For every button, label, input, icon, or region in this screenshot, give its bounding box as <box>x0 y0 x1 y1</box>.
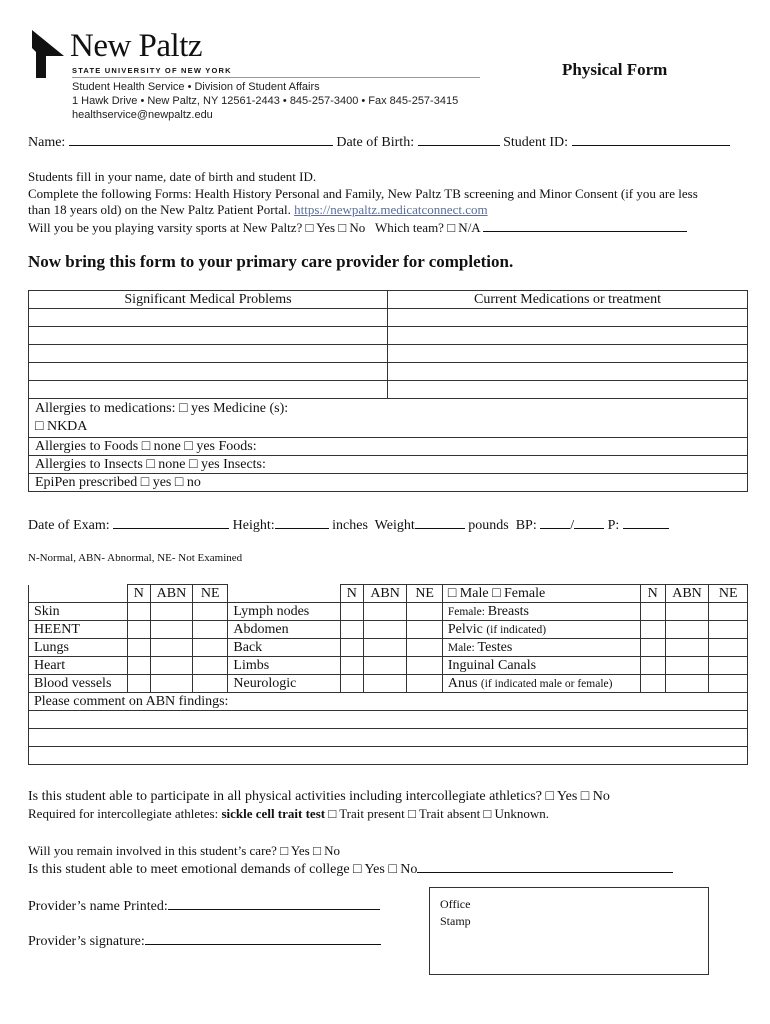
provider-name-label: Provider’s name Printed: <box>28 899 168 914</box>
student-id-field[interactable] <box>572 133 730 146</box>
height-label: Height: <box>232 518 275 533</box>
exam-item-note: (if indicated) <box>486 623 547 636</box>
logo-divider <box>72 77 480 78</box>
exam-item-main: Breasts <box>487 603 529 619</box>
check-cell[interactable] <box>407 603 442 621</box>
exam-item-prefix: Pelvic <box>447 621 487 637</box>
exam-item-prefix: Male: <box>447 641 478 654</box>
instruction-line-3-text: than 18 years old) on the New Paltz Patient Portal. <box>28 202 295 217</box>
abn-header: ABN <box>665 585 709 603</box>
exam-date-label: Date of Exam: <box>28 518 110 533</box>
name-field[interactable] <box>69 133 333 146</box>
check-cell[interactable] <box>363 639 407 657</box>
check-cell[interactable] <box>665 603 709 621</box>
weight-field[interactable] <box>415 516 465 529</box>
check-cell[interactable] <box>193 657 228 675</box>
table-row <box>29 603 748 621</box>
team-field[interactable] <box>483 219 687 232</box>
check-cell[interactable] <box>665 657 709 675</box>
nkda-label: □ NKDA <box>35 419 88 434</box>
varsity-question[interactable]: Will you be you playing varsity sports at New Paltz? □ Yes □ No <box>28 220 366 235</box>
check-cell[interactable] <box>407 657 442 675</box>
instruction-line-3 <box>28 202 488 218</box>
table-row <box>29 381 748 399</box>
exam-item-prefix: Anus <box>447 675 481 691</box>
address-line-3: healthservice@newpaltz.edu <box>72 109 213 121</box>
medication-cell[interactable] <box>388 363 748 381</box>
exam-item: HEENT <box>29 621 128 639</box>
ident-row <box>28 133 730 151</box>
check-cell[interactable] <box>363 657 407 675</box>
exam-item-prefix: Female: <box>447 605 488 618</box>
exam-item: Blood vessels <box>29 675 128 693</box>
pulse-label: P: <box>607 518 620 533</box>
check-cell[interactable] <box>363 675 407 693</box>
exam-item: Limbs <box>228 657 340 675</box>
stamp-label-2: Stamp <box>440 914 471 928</box>
stamp-label-1: Office <box>440 897 471 911</box>
check-cell[interactable] <box>150 621 192 639</box>
check-cell[interactable] <box>340 657 363 675</box>
exam-blank-header <box>228 585 340 603</box>
dob-field[interactable] <box>418 133 500 146</box>
exam-item: Inguinal Canals <box>442 657 640 675</box>
dob-label: Date of Birth: <box>336 135 415 150</box>
exam-item <box>442 621 640 639</box>
check-cell[interactable] <box>127 639 150 657</box>
exam-item <box>442 603 640 621</box>
check-cell[interactable] <box>340 675 363 693</box>
sex-header[interactable]: □ Male □ Female <box>442 585 640 603</box>
ne-header: NE <box>709 585 748 603</box>
n-header: N <box>640 585 665 603</box>
new-paltz-logo-icon <box>32 30 66 78</box>
name-label: Name: <box>28 135 66 150</box>
pulse-field[interactable] <box>623 516 669 529</box>
table-row <box>29 345 748 363</box>
participation-question[interactable]: Is this student able to participate in all physical activities including intercollegiate athletics? □ Yes □ No <box>28 789 610 804</box>
check-cell[interactable] <box>193 639 228 657</box>
allergy-medications-label: Allergies to medications: □ yes Medicine (s): <box>35 401 289 416</box>
bp-slash: / <box>570 518 575 533</box>
check-cell[interactable] <box>150 639 192 657</box>
instruction-line-2: Complete the following Forms: Health History Personal and Family, New Paltz TB screening and Minor Consent (if you are less <box>28 186 698 201</box>
table-row <box>29 639 748 657</box>
check-cell[interactable] <box>127 603 150 621</box>
exam-item: Lungs <box>29 639 128 657</box>
sickle-cell-row[interactable] <box>28 806 549 822</box>
check-cell[interactable] <box>340 603 363 621</box>
portal-link[interactable]: https://newpaltz.medicatconnect.com <box>294 202 488 217</box>
height-field[interactable] <box>275 516 329 529</box>
address-line-1: Student Health Service • Division of Student Affairs <box>72 81 320 93</box>
provider-name-field[interactable] <box>168 897 380 910</box>
sickle-cell-options: □ Trait present □ Trait absent □ Unknown. <box>325 806 550 821</box>
check-cell[interactable] <box>709 639 748 657</box>
bp-diastolic-field[interactable] <box>574 516 604 529</box>
problem-cell[interactable] <box>29 309 388 327</box>
exam-table <box>28 584 748 765</box>
abn-header: ABN <box>363 585 407 603</box>
provider-signature-row <box>28 932 381 950</box>
check-cell[interactable] <box>150 657 192 675</box>
check-cell[interactable] <box>340 621 363 639</box>
exam-legend: N-Normal, ABN- Abnormal, NE- Not Examined <box>28 552 243 564</box>
check-cell[interactable] <box>640 675 665 693</box>
check-cell[interactable] <box>363 603 407 621</box>
n-header: N <box>340 585 363 603</box>
emotional-question[interactable]: Is this student able to meet emotional demands of college □ Yes □ No <box>28 862 418 877</box>
check-cell[interactable] <box>640 603 665 621</box>
problem-cell[interactable] <box>29 381 388 399</box>
team-question[interactable]: Which team? □ N/A <box>375 220 480 235</box>
medication-cell[interactable] <box>388 345 748 363</box>
provider-signature-label: Provider’s signature: <box>28 934 145 949</box>
check-cell[interactable] <box>640 621 665 639</box>
medication-cell[interactable] <box>388 381 748 399</box>
varsity-row <box>28 219 687 236</box>
exam-item: Neurologic <box>228 675 340 693</box>
abn-comment-line[interactable] <box>29 729 748 747</box>
check-cell[interactable] <box>193 675 228 693</box>
check-cell[interactable] <box>640 639 665 657</box>
medication-cell[interactable] <box>388 309 748 327</box>
check-cell[interactable] <box>665 675 709 693</box>
exam-item-main: Testes <box>477 639 513 655</box>
inches-label: inches <box>332 518 368 533</box>
check-cell[interactable] <box>709 675 748 693</box>
table-row <box>29 657 748 675</box>
sickle-cell-test: sickle cell trait test <box>221 806 326 821</box>
allergy-medications-cell[interactable] <box>29 399 748 438</box>
form-title: Physical Form <box>562 60 668 79</box>
office-stamp-box[interactable] <box>429 887 709 975</box>
section-heading: Now bring this form to your primary care provider for completion. <box>28 252 514 271</box>
exam-date-field[interactable] <box>113 516 229 529</box>
abn-comment-line[interactable] <box>29 711 748 729</box>
check-cell[interactable] <box>407 639 442 657</box>
problem-cell[interactable] <box>29 327 388 345</box>
check-cell[interactable] <box>127 657 150 675</box>
provider-signature-field[interactable] <box>145 932 381 945</box>
logo-name: New Paltz <box>70 28 203 64</box>
check-cell[interactable] <box>709 603 748 621</box>
check-cell[interactable] <box>665 621 709 639</box>
medical-problems-header: Significant Medical Problems <box>29 291 388 309</box>
problem-cell[interactable] <box>29 363 388 381</box>
student-id-label: Student ID: <box>503 135 569 150</box>
table-row <box>29 327 748 345</box>
exam-item: Back <box>228 639 340 657</box>
provider-name-row <box>28 897 380 915</box>
sickle-cell-intro: Required for intercollegiate athletes: <box>28 806 222 821</box>
ne-header: NE <box>407 585 442 603</box>
check-cell[interactable] <box>127 675 150 693</box>
check-cell[interactable] <box>709 621 748 639</box>
emotional-field[interactable] <box>417 860 673 873</box>
exam-item-note: (if indicated male or female) <box>480 677 613 690</box>
check-cell[interactable] <box>407 621 442 639</box>
allergy-insects-cell[interactable]: Allergies to Insects □ none □ yes Insects: <box>29 456 748 474</box>
bp-systolic-field[interactable] <box>540 516 570 529</box>
pounds-label: pounds <box>468 518 509 533</box>
table-row <box>29 675 748 693</box>
check-cell[interactable] <box>150 675 192 693</box>
check-cell[interactable] <box>665 639 709 657</box>
exam-item: Skin <box>29 603 128 621</box>
bp-label: BP: <box>515 518 537 533</box>
ne-header: NE <box>193 585 228 603</box>
instruction-line-1: Students fill in your name, date of birth and student ID. <box>28 169 317 184</box>
medications-header: Current Medications or treatment <box>388 291 748 309</box>
table-row <box>29 363 748 381</box>
check-cell[interactable] <box>340 639 363 657</box>
allergy-foods-cell[interactable]: Allergies to Foods □ none □ yes Foods: <box>29 438 748 456</box>
table-row <box>29 621 748 639</box>
weight-label: Weight <box>374 518 415 533</box>
check-cell[interactable] <box>150 603 192 621</box>
exam-blank-header <box>29 585 128 603</box>
emotional-row <box>28 860 673 878</box>
exam-item: Abdomen <box>228 621 340 639</box>
medication-cell[interactable] <box>388 327 748 345</box>
medical-problems-table <box>28 290 748 492</box>
check-cell[interactable] <box>127 621 150 639</box>
exam-item <box>442 675 640 693</box>
exam-item <box>442 639 640 657</box>
exam-item: Heart <box>29 657 128 675</box>
logo-subtitle: STATE UNIVERSITY OF NEW YORK <box>72 66 232 75</box>
problem-cell[interactable] <box>29 345 388 363</box>
abn-comment-label[interactable]: Please comment on ABN findings: <box>29 693 748 711</box>
n-header: N <box>127 585 150 603</box>
check-cell[interactable] <box>709 657 748 675</box>
epipen-cell[interactable]: EpiPen prescribed □ yes □ no <box>29 474 748 492</box>
care-question[interactable]: Will you remain involved in this student’s care? □ Yes □ No <box>28 843 340 858</box>
check-cell[interactable] <box>193 603 228 621</box>
abn-header: ABN <box>150 585 192 603</box>
check-cell[interactable] <box>193 621 228 639</box>
check-cell[interactable] <box>640 657 665 675</box>
abn-comment-line[interactable] <box>29 747 748 765</box>
check-cell[interactable] <box>407 675 442 693</box>
vitals-row <box>28 516 669 534</box>
exam-item: Lymph nodes <box>228 603 340 621</box>
table-row <box>29 309 748 327</box>
address-line-2: 1 Hawk Drive • New Paltz, NY 12561-2443 • 845-257-3400 • Fax 845-257-3415 <box>72 95 459 107</box>
check-cell[interactable] <box>363 621 407 639</box>
